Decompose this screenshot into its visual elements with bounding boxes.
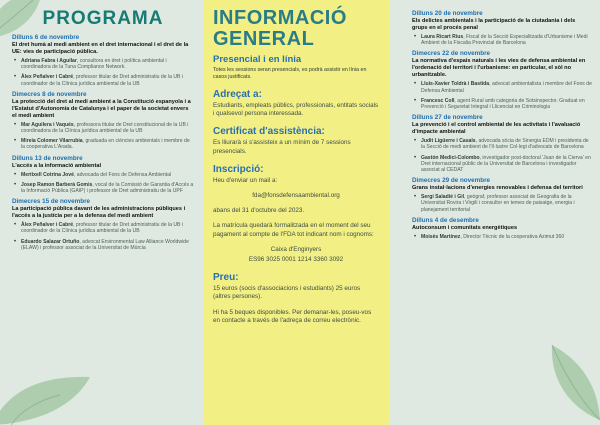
- session-date: Dilluns 4 de desembre: [412, 216, 479, 224]
- speaker-item: [12, 172, 194, 178]
- speaker-name: Mar Aguilera i Vaqués: [21, 121, 74, 128]
- session-block: [12, 91, 194, 151]
- speaker-name: Adriana Fabra i Aguilar: [21, 58, 77, 64]
- speaker-item: [12, 222, 194, 234]
- session-date: Dimecres 15 de novembre: [12, 198, 91, 206]
- speaker-description: , advocada del Fons de Defensa Ambiental: [73, 171, 172, 178]
- speaker-item: [412, 155, 592, 174]
- speaker-item: [412, 98, 592, 110]
- session-topic: Autoconsum i comunitats energètiques: [412, 224, 518, 231]
- iban: ES96 3025 0001 1214 3360 3092: [248, 256, 344, 264]
- session-date: Dilluns 20 de novembre: [412, 10, 483, 17]
- session-topic: Grans instal·lacions d'energies renovables i defensa del territori: [412, 185, 583, 192]
- speaker-name: Judit Ligüerre i Casals: [421, 138, 476, 145]
- speaker-name: Eduardo Salazar Ortuño: [21, 238, 80, 245]
- left-session-list: [12, 34, 194, 251]
- email-link[interactable]: fda@fonsdefensaambiental.org: [252, 192, 340, 200]
- presencial-heading: Presencial i en línia: [213, 54, 302, 65]
- speaker-list: [12, 222, 194, 251]
- session-block: [412, 10, 592, 46]
- speaker-list: [12, 172, 194, 195]
- speaker-item: [12, 74, 194, 86]
- speaker-description: , investigador post-doctoral 'Juan de la Cierva' en Dret internacional públic de la Universitat de Barcelona i investigador associat al CEDAT: [421, 154, 591, 174]
- speaker-list: [412, 194, 592, 213]
- speaker-description: , professor titular de Dret administratiu de la UB i coordinador de la Clínica jurídica ambiental de la UB: [21, 222, 183, 235]
- speaker-item: [412, 34, 592, 46]
- speaker-item: [12, 138, 194, 150]
- inscripcio-heading: Inscripció:: [213, 163, 264, 175]
- session-block: [412, 114, 592, 173]
- session-block: [412, 177, 592, 213]
- preu-heading: Preu:: [213, 272, 239, 284]
- speaker-description: , advocat Environmental Law Alliance Worldwide (ELAW) i professor associat de la Universitat de Múrcia: [21, 238, 189, 251]
- adreca-text: Estudiants, empleats públics, professionals, entitats socials i qualsevol persona interessada.: [213, 102, 379, 118]
- beques-text: Hi ha 5 beques disponibles. Per demanar-les, poseu-vos en contacte a través de l'adreça de correu electrònic.: [213, 308, 372, 324]
- speaker-name: Moisès Martínez: [421, 233, 461, 240]
- programa-title: PROGRAMA: [42, 8, 164, 29]
- bank-name: Caixa d'Enginyers: [270, 245, 322, 253]
- speaker-list: [412, 34, 592, 46]
- speaker-description: , consultora en dret i política ambiental i coordinadora de la Tuna Compliance Network.: [21, 58, 167, 71]
- preu-text: 15 euros (socis d'associacions i estudiants) 25 euros (altres persones).: [213, 285, 361, 301]
- speaker-list: [12, 58, 194, 87]
- speaker-name: Gastón Medici-Colombo: [421, 154, 480, 161]
- certificat-text: Es lliurarà si s'assisteix a un mínim de 7 sessions presencials.: [213, 139, 351, 155]
- info-title-line1: INFORMACIÓ: [213, 7, 347, 29]
- session-topic: El dret humà al medi ambient en el dret internacional i el dret de la UE: vies de participació pública.: [12, 42, 189, 55]
- adreca-heading: Adreçat a:: [213, 89, 262, 100]
- speaker-name: Àlex Peñalver i Cabré: [21, 222, 74, 229]
- certificat-heading: Certificat d'assistència:: [213, 126, 325, 138]
- speaker-list: [412, 234, 592, 240]
- session-topic: La participació pública davant de les administracions públiques i l'accés a la justícia per a la defensa del medi ambient: [12, 206, 186, 220]
- info-panel: [203, 0, 389, 425]
- speaker-description: , advocada sòcia de Sinergia EDM i presidenta de la Secció de medi ambient de l'Il·lustre Col·legi d'advocats de Barcelona: [421, 138, 589, 151]
- programa-column: [0, 0, 200, 425]
- speaker-description: , agent Rural amb categoria de Sotsinspector. Graduat en Prevenció i Seguretat Integral i Llicenciat en Criminologia: [421, 97, 585, 111]
- speaker-list: [412, 81, 592, 110]
- speaker-item: [12, 239, 194, 251]
- speaker-name: Josep Ramon Barberà Gomis: [21, 181, 93, 188]
- session-block: [412, 217, 592, 240]
- speaker-item: [12, 122, 194, 134]
- programa-column-right: [400, 0, 600, 425]
- session-date: Dilluns 27 de novembre: [412, 114, 483, 122]
- session-date: Dilluns 13 de novembre: [12, 154, 83, 162]
- speaker-description: , Director Tècnic de la cooperativa Azimut 360: [460, 233, 565, 240]
- session-date: Dimecres 22 de novembre: [412, 50, 491, 58]
- session-block: [12, 34, 194, 87]
- inscripcio-text: Heu d'enviar un mail a:: [213, 176, 278, 184]
- speaker-name: Mireia Colomer Vilarrubia: [21, 138, 83, 145]
- speaker-description: , Fiscal de la Secció Especialitzada d'Urbanisme i Medi Ambient de la Fiscalia Provincial de Barcelona: [421, 34, 588, 47]
- session-topic: La normativa d'espais naturals i les vies de defensa ambiental en l'ordenació del territori i l'urbanisme: en particular, el sòl no urbanitzable.: [412, 58, 586, 79]
- session-topic: L'accés a la informació ambiental: [12, 162, 102, 169]
- session-block: [412, 50, 592, 110]
- deadline-text: abans del 31 d'octubre del 2023.: [213, 207, 305, 215]
- speaker-name: Laura Ricart Rius: [421, 34, 464, 40]
- session-topic: La prevenció i el control ambiental de les activitats i l'avaluació d'impacte ambiental: [412, 122, 581, 136]
- session-date: Dilluns 6 de novembre: [12, 34, 80, 41]
- session-block: [12, 198, 194, 251]
- info-title-line2: GENERAL: [213, 28, 315, 50]
- session-topic: La protecció del dret al medi ambient a la Constitució espanyola i a l'Estatut d'Autonomia de Catalunya i el paper de la societat envers el medi ambient: [12, 98, 191, 119]
- speaker-description: , graduada en ciències ambientals i membre de la cooperativa L'Arada.: [21, 138, 190, 151]
- speaker-name: Lluís-Xavier Toldrà i Bastida: [421, 81, 490, 88]
- speaker-item: [12, 182, 194, 194]
- session-topic: Els delictes ambientals i la participació de la ciutadania i dels grups en el procés penal: [412, 18, 576, 31]
- info-title: [213, 8, 379, 50]
- session-date: Dimecres 29 de novembre: [412, 177, 491, 185]
- right-session-list: [412, 10, 592, 240]
- presencial-text: Totes les sessions seran presencials, es podrà assistir en línia en casos justificats.: [213, 67, 367, 80]
- speaker-item: [412, 234, 592, 240]
- speaker-name: Francesc Coll: [421, 97, 455, 104]
- session-date: Dimecres 8 de novembre: [12, 90, 87, 98]
- speaker-name: Meritxell Cotrina Jové: [21, 171, 74, 178]
- speaker-description: , vocal de la Comissió de Garantia d'Accés a la Informació Pública (GAIP) i professor de Dret administratiu de la UPF: [21, 181, 194, 195]
- session-block: [12, 155, 194, 195]
- speaker-description: , professor titular de Dret administratiu de la UB i coordinador de la Clínica jurídica ambiental de la UB: [21, 74, 183, 87]
- speaker-description: , advocat ambientalista i membre del Fons de Defensa Ambiental: [421, 81, 592, 94]
- speaker-name: Sergi Saladié i Gil: [421, 194, 465, 201]
- speaker-item: [412, 194, 592, 213]
- speaker-list: [12, 122, 194, 151]
- speaker-item: [12, 58, 194, 70]
- speaker-name: Àlex Peñalver i Cabré: [21, 74, 74, 81]
- speaker-list: [412, 138, 592, 173]
- speaker-item: [412, 81, 592, 93]
- matricula-text: La matrícula quedarà formalitzada en el moment del seu pagament al compte de l'FDA tot indicant nom i cognoms:: [213, 222, 374, 238]
- speaker-item: [412, 138, 592, 150]
- speaker-description: , geògraf, professor associat de Geografia de la Universitat Rovira i Virgili i consultor en temes de paisatge, energia i planejament territorial: [421, 194, 575, 213]
- speaker-description: , professora titular de Dret constitucional de la UB i coordinadora de la Clínica jurídica ambiental de la UB: [21, 121, 189, 135]
